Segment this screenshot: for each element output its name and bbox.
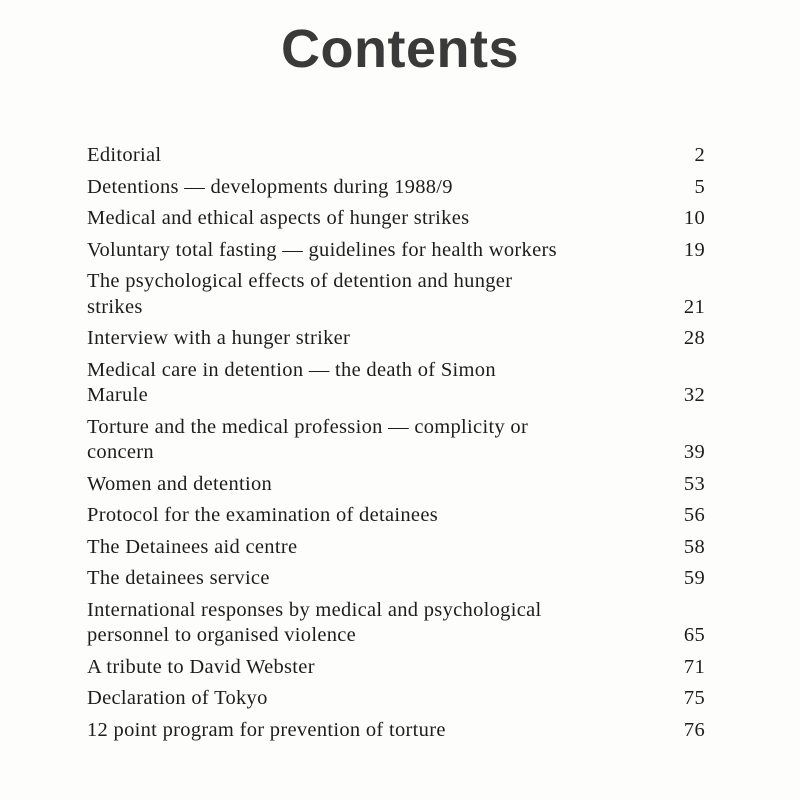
toc-entry	[87, 415, 705, 466]
toc-entry-page: 28	[683, 327, 705, 349]
toc-entry-title: Detentions — developments during 1988/9	[87, 175, 453, 198]
toc-entry-title: International responses by medical and psychological personnel to organised violence	[87, 598, 542, 646]
toc-entry-title: Torture and the medical profession — complicity or concern	[87, 415, 529, 463]
toc-entry	[87, 566, 705, 592]
toc-entry	[87, 598, 705, 649]
page-title: Contents	[281, 19, 519, 79]
toc-entry-title: Editorial	[87, 144, 162, 166]
toc-entry-page: 19	[683, 238, 705, 261]
toc-entry-title: Medical care in detention — the death of Simon Marule	[87, 358, 496, 406]
toc-entry	[87, 655, 705, 681]
toc-entry-page: 10	[683, 207, 705, 229]
toc-entry-page: 76	[683, 718, 705, 741]
toc-entry	[87, 206, 705, 232]
toc-entry-title: The detainees service	[87, 567, 270, 589]
toc-entry-title: Declaration of Tokyo	[87, 687, 268, 709]
toc-entry-title: Interview with a hunger striker	[87, 327, 351, 349]
toc-entry-page: 71	[683, 655, 705, 678]
toc-entry-title: Voluntary total fasting — guidelines for health workers	[87, 238, 557, 261]
toc-entry-page: 5	[694, 175, 705, 198]
toc-entry-page: 32	[683, 384, 705, 406]
toc-entry	[87, 472, 705, 498]
toc-entry-page: 58	[683, 535, 705, 558]
toc-entry	[87, 358, 705, 409]
toc-entry	[87, 686, 705, 712]
toc-entry	[87, 326, 705, 352]
toc-entry-title: A tribute to David Webster	[87, 655, 315, 678]
table-of-contents	[87, 143, 705, 749]
toc-entry	[87, 143, 705, 169]
toc-entry-page: 59	[683, 567, 705, 589]
toc-entry-title: The psychological effects of detention and hunger strikes	[87, 270, 513, 318]
toc-entry-title: Protocol for the examination of detainees	[87, 504, 439, 526]
toc-entry-page: 56	[683, 504, 705, 526]
toc-entry	[87, 238, 705, 264]
toc-entry-page: 21	[683, 295, 705, 318]
toc-entry	[87, 718, 705, 744]
toc-entry-title: 12 point program for prevention of torture	[87, 718, 446, 741]
toc-entry-page: 2	[694, 144, 705, 166]
toc-entry-page: 53	[683, 472, 705, 495]
toc-entry	[87, 269, 705, 320]
toc-entry-page: 39	[683, 441, 705, 463]
toc-entry-page: 75	[683, 687, 705, 709]
toc-entry	[87, 175, 705, 201]
toc-entry-title: Women and detention	[87, 472, 273, 495]
toc-entry-page: 65	[683, 624, 705, 646]
toc-entry-title: Medical and ethical aspects of hunger strikes	[87, 207, 470, 229]
toc-entry-title: The Detainees aid centre	[87, 535, 298, 558]
toc-entry	[87, 503, 705, 529]
toc-entry	[87, 535, 705, 561]
